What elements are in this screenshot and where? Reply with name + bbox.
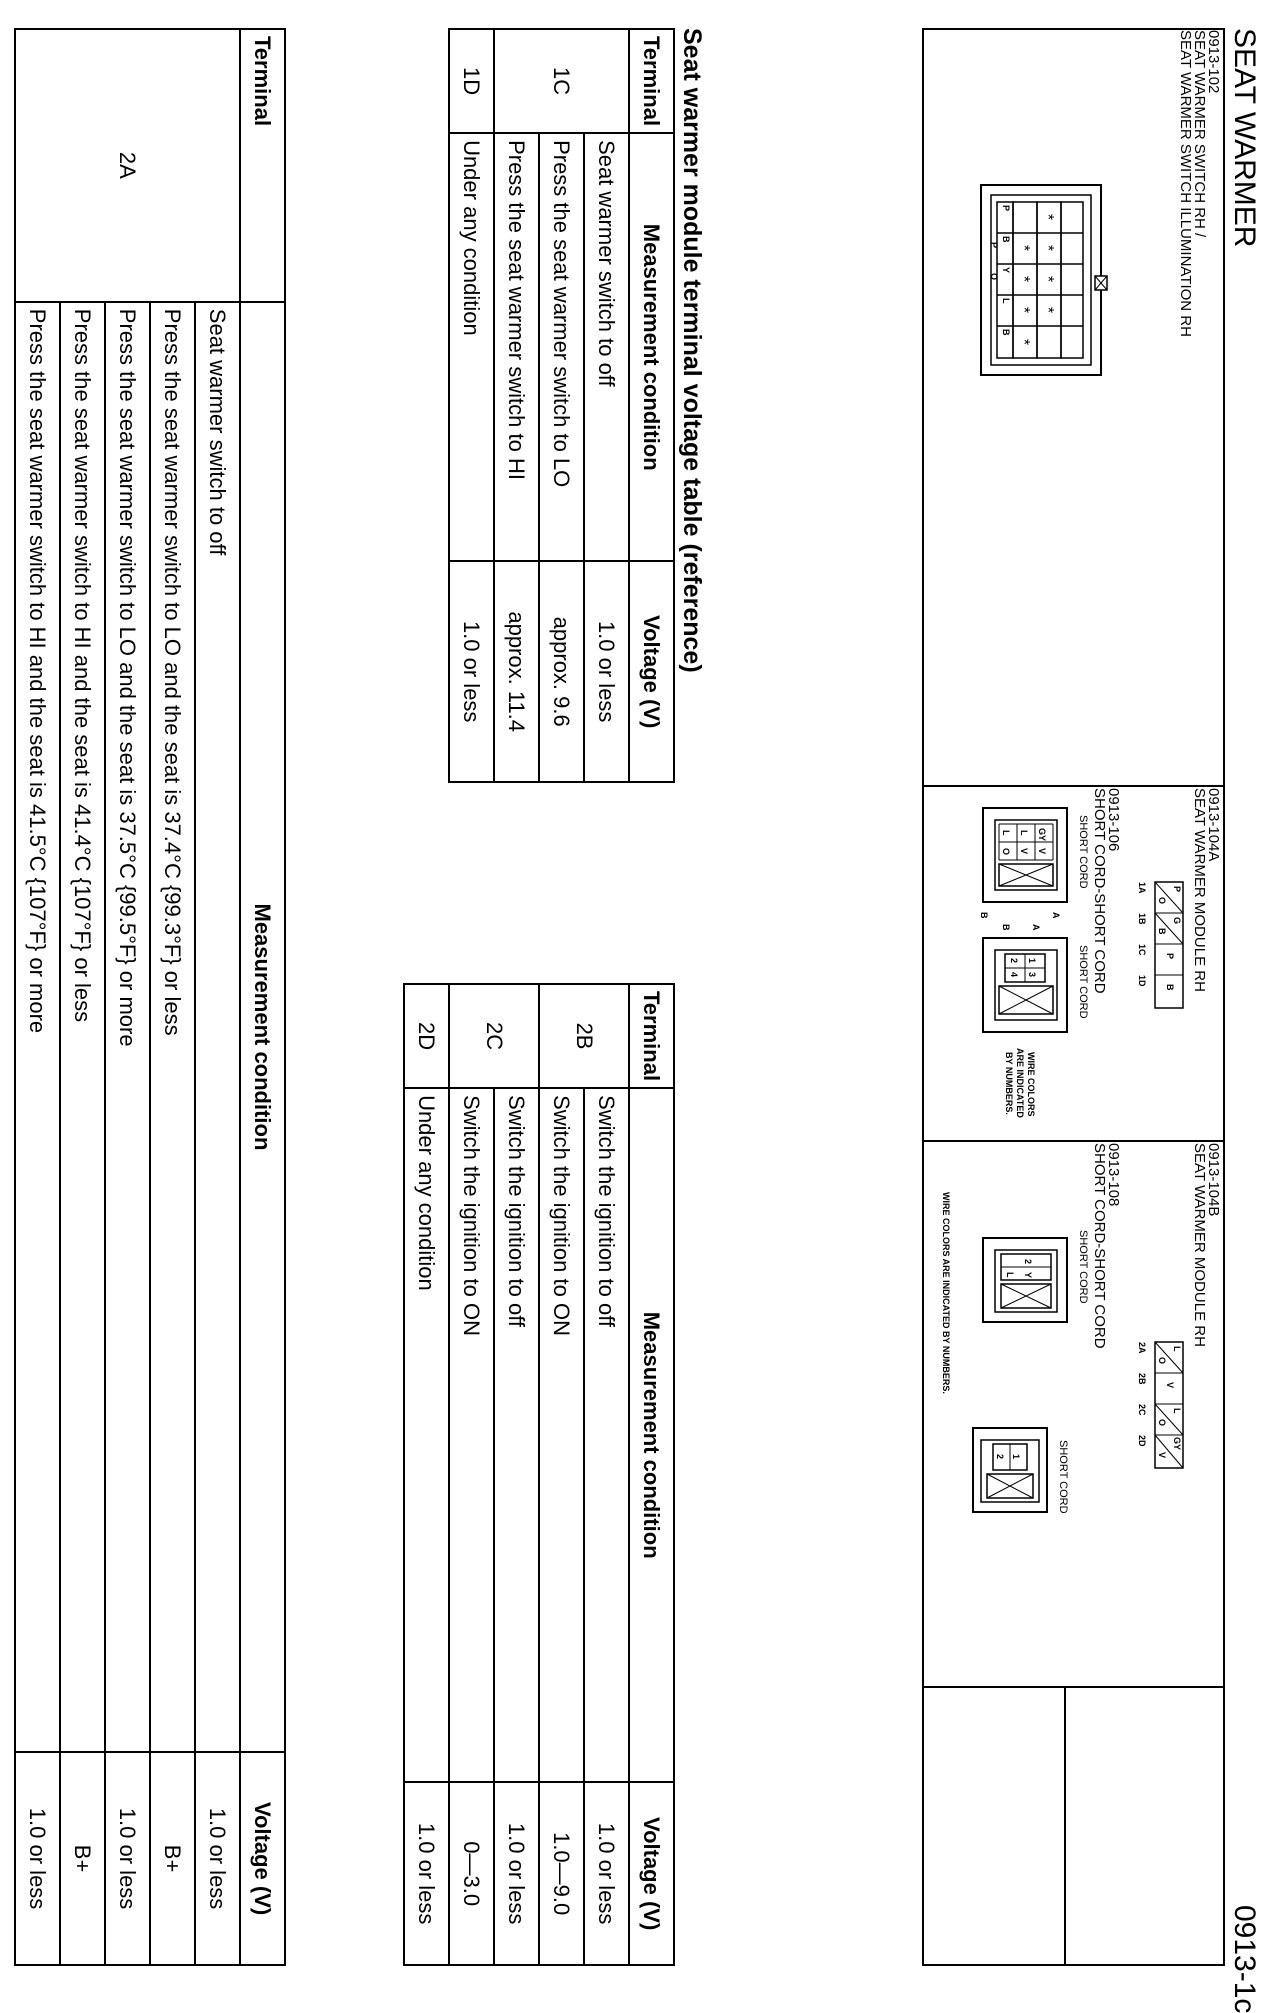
condition-cell: Seat warmer switch to off — [195, 302, 240, 1752]
table-row — [584, 29, 629, 782]
table-row — [60, 29, 105, 1965]
header-voltage: Voltage (V) — [240, 1752, 285, 1965]
table-row — [449, 29, 494, 782]
connector-104b-pin-4: GY — [1172, 1437, 1182, 1451]
connector-108-left-cell-1: 2 — [1023, 1259, 1033, 1265]
connector-104a-pin-1: P — [1172, 886, 1182, 893]
svg-text:*: * — [1039, 213, 1056, 221]
connector-106-right-cell-3: 2 — [1009, 958, 1019, 964]
condition-cell: Under any condition — [449, 133, 494, 561]
connector-104a-num-1: 1A — [1137, 882, 1147, 894]
condition-cell: Switch the ignition to off — [584, 1088, 629, 1782]
table-header-row — [629, 984, 674, 1965]
connector-102-pin-2-sub: P — [989, 242, 999, 249]
connector-106-note-2: ARE INDICATED — [1015, 1048, 1025, 1118]
voltage-cell: 1.0 or less — [105, 1752, 150, 1965]
connector-104b-name: SEAT WARMER MODULE RH — [1191, 1143, 1208, 1347]
header-condition: Measurement condition — [240, 302, 285, 1752]
connector-108-right-diagram — [965, 1420, 1055, 1520]
connector-104a-num-4: 1D — [1137, 975, 1147, 987]
connector-104a-code: 0913-104A — [1205, 788, 1222, 862]
connector-106-label-a-right: A — [1031, 924, 1041, 931]
connector-104b-num-2: 2B — [1137, 1373, 1147, 1385]
terminal-cell: 1C — [494, 29, 629, 133]
voltage-cell: B+ — [150, 1752, 195, 1965]
header-condition: Measurement condition — [629, 133, 674, 561]
header-condition: Measurement condition — [629, 1088, 674, 1782]
voltage-cell: 1.0 or less — [449, 561, 494, 782]
connector-102-pin-1: P — [1001, 205, 1011, 212]
condition-cell: Switch the ignition to ON — [539, 1088, 584, 1782]
connector-102-pin-3-sub: O — [989, 273, 999, 281]
connector-104b-num-1: 2A — [1137, 1342, 1147, 1354]
svg-text:*: * — [1039, 306, 1056, 314]
table-row — [195, 29, 240, 1965]
voltage-cell: B+ — [60, 1752, 105, 1965]
connector-106-left-cell-3: L — [1019, 830, 1029, 836]
terminal-cell: 1D — [449, 29, 494, 133]
voltage-table-right — [403, 983, 675, 1966]
svg-text:*: * — [1015, 338, 1032, 346]
voltage-cell: approx. 9.6 — [539, 561, 584, 782]
table-row — [105, 29, 150, 1965]
connector-102-code: 0913-102 — [1205, 30, 1222, 94]
connector-106-left-cell-1: GY — [1037, 828, 1047, 842]
voltage-table-left — [448, 28, 675, 783]
voltage-cell: 1.0 or less — [404, 1782, 449, 1965]
condition-cell: Seat warmer switch to off — [584, 133, 629, 561]
connector-106-right-cell-2: 3 — [1027, 972, 1037, 978]
header-voltage: Voltage (V) — [629, 1782, 674, 1965]
voltage-cell: 1.0—9.0 — [539, 1782, 584, 1965]
condition-cell: Switch the ignition to ON — [449, 1088, 494, 1782]
condition-cell: Press the seat warmer switch to LO — [539, 133, 584, 561]
header-terminal: Terminal — [629, 29, 674, 133]
condition-cell: Press the seat warmer switch to HI and the seat is 41.4°C {107°F} or less — [60, 302, 105, 1752]
voltage-cell: 1.0 or less — [584, 561, 629, 782]
connector-104a-num-2: 1B — [1137, 913, 1147, 925]
terminal-cell: 2B — [539, 984, 629, 1088]
svg-text:*: * — [1039, 275, 1056, 283]
connector-104a-pin-4: B — [1165, 984, 1175, 991]
connector-104b-code: 0913-104B — [1205, 1143, 1222, 1217]
table-header-row — [240, 29, 285, 1965]
table-row — [404, 984, 449, 1965]
connector-104a-pin-2: G — [1172, 917, 1182, 925]
page-code: 0913-1c — [1228, 1905, 1261, 2013]
connector-104a-pin-2-sub: B — [1157, 928, 1167, 935]
voltage-table-bottom — [14, 28, 286, 1966]
voltage-cell: 1.0 or less — [195, 1752, 240, 1965]
condition-cell: Press the seat warmer switch to HI — [494, 133, 539, 561]
connector-108-left-label: SHORT CORD — [1077, 1230, 1089, 1304]
condition-cell: Press the seat warmer switch to LO and the seat is 37.5°C {99.5°F} or more — [105, 302, 150, 1752]
connector-104b-pin-2: V — [1165, 1382, 1175, 1389]
connector-106-right-label: SHORT CORD — [1077, 945, 1089, 1019]
connector-104a-name: SEAT WARMER MODULE RH — [1191, 788, 1208, 992]
connector-106-left-cell-5: L — [1001, 830, 1011, 836]
connector-104b-pin-3: L — [1172, 1408, 1182, 1414]
connector-104b-pin-1: L — [1172, 1346, 1182, 1352]
connector-106-right-cell-1: 1 — [1027, 958, 1037, 964]
connector-106-code: 0913-106 — [1105, 788, 1122, 852]
page-title: SEAT WARMER — [1228, 28, 1261, 248]
condition-cell: Press the seat warmer switch to HI and the seat is 41.5°C {107°F} or more — [15, 302, 60, 1752]
terminal-cell: 2C — [449, 984, 539, 1088]
connector-106-right-diagram — [975, 930, 1075, 1040]
connector-104a-pin-3: P — [1165, 953, 1175, 960]
connector-102-pin-3: Y — [1001, 267, 1011, 274]
voltage-cell: 1.0 or less — [584, 1782, 629, 1965]
svg-text:*: * — [1015, 244, 1032, 252]
connector-108-code: 0913-108 — [1105, 1143, 1122, 1207]
table-row — [449, 984, 494, 1965]
connector-106-left-cell-6: O — [1001, 848, 1011, 856]
connector-106-right-cell-4: 4 — [1009, 972, 1019, 978]
connector-106-name: SHORT CORD-SHORT CORD — [1091, 788, 1108, 994]
connector-108-left-cell-3: L — [1005, 1272, 1015, 1278]
svg-text:*: * — [1015, 275, 1032, 283]
connector-106-label-b-left: B — [979, 912, 989, 919]
connector-102-pin-2: B — [1001, 236, 1011, 243]
voltage-cell: 1.0 or less — [494, 1782, 539, 1965]
connector-106-label-a-left: A — [1051, 912, 1061, 919]
connector-102-name-1: SEAT WARMER SWITCH RH / — [1191, 30, 1208, 238]
table-row — [494, 29, 539, 782]
connector-108-left-diagram — [975, 1230, 1075, 1330]
voltage-cell: 1.0 or less — [15, 1752, 60, 1965]
connector-106-left-cell-2: V — [1037, 848, 1047, 855]
connector-104b-pin-1-sub: O — [1157, 1357, 1167, 1365]
connector-106-label-b-right: B — [1001, 924, 1011, 931]
connector-102-name-2: SEAT WARMER SWITCH ILLUMINATION RH — [1177, 30, 1194, 337]
table-row — [584, 984, 629, 1965]
table-row — [150, 29, 195, 1965]
table-row — [539, 984, 584, 1965]
svg-text:*: * — [1015, 306, 1032, 314]
terminal-cell: 2A — [15, 29, 240, 302]
condition-cell: Press the seat warmer switch to LO and the seat is 37.4°C {99.3°F} or less — [150, 302, 195, 1752]
table-title: Seat warmer module terminal voltage table (reference) — [678, 28, 706, 673]
connector-102-pin-5: B — [1001, 329, 1011, 336]
table-header-row — [629, 29, 674, 782]
table-row — [539, 29, 584, 782]
connector-104b-pin-3-sub: O — [1157, 1419, 1167, 1427]
header-terminal: Terminal — [629, 984, 674, 1088]
connector-104b-num-3: 2C — [1137, 1404, 1147, 1416]
connector-108-right-cell-1: 1 — [1011, 1454, 1021, 1460]
connector-106-left-label: SHORT CORD — [1077, 815, 1089, 889]
table-row — [15, 29, 60, 1965]
voltage-cell: 0—3.0 — [449, 1782, 494, 1965]
voltage-cell: approx. 11.4 — [494, 561, 539, 782]
connector-102-pin-4: L — [1001, 298, 1011, 304]
connector-108-note: WIRE COLORS ARE INDICATED BY NUMBERS. — [941, 1192, 951, 1394]
connector-108-name: SHORT CORD-SHORT CORD — [1091, 1143, 1108, 1349]
connector-104a-pin-1-sub: O — [1157, 897, 1167, 905]
svg-text:*: * — [1039, 244, 1056, 252]
connector-106-note-3: BY NUMBERS. — [1004, 1052, 1014, 1115]
connector-108-left-cell-2: Y — [1023, 1272, 1033, 1279]
connector-104b-pin-4-sub: V — [1157, 1452, 1167, 1459]
terminal-cell: 2D — [404, 984, 449, 1088]
condition-cell: Switch the ignition to off — [494, 1088, 539, 1782]
connector-108-right-cell-2: 2 — [995, 1454, 1005, 1460]
connector-104a-num-3: 1C — [1137, 944, 1147, 956]
connector-106-left-diagram — [975, 800, 1075, 910]
table-row — [494, 984, 539, 1965]
connector-106-left-cell-4: V — [1019, 848, 1029, 855]
header-voltage: Voltage (V) — [629, 561, 674, 782]
condition-cell: Under any condition — [404, 1088, 449, 1782]
connector-108-right-label: SHORT CORD — [1057, 1440, 1069, 1514]
connector-106-note-1: WIRE COLORS — [1026, 1052, 1036, 1117]
connector-104b-num-4: 2D — [1137, 1435, 1147, 1447]
header-terminal: Terminal — [240, 29, 285, 302]
